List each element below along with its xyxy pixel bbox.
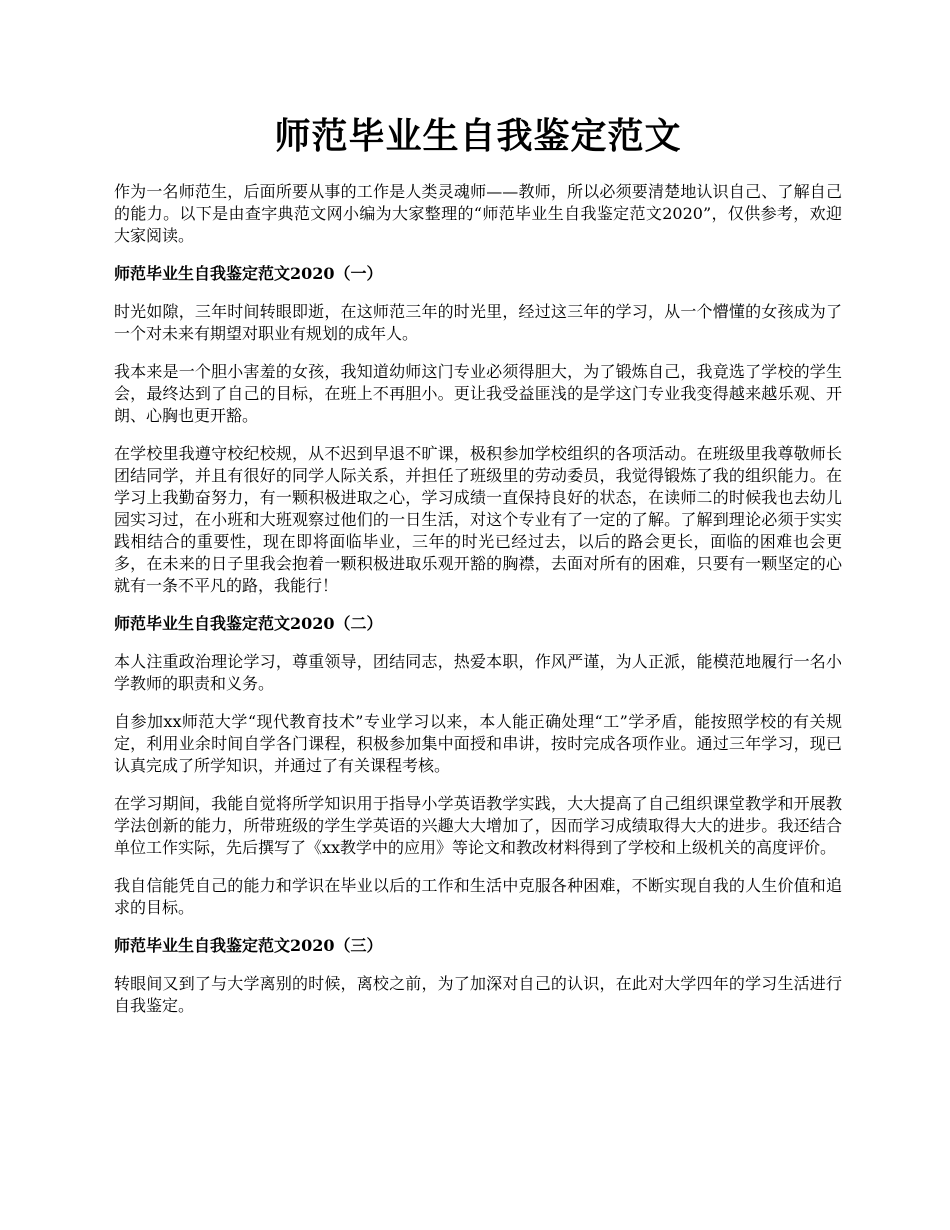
- section-heading: 师范毕业生自我鉴定范文2020（二）: [114, 614, 383, 633]
- body-paragraph: 在学习期间，我能自觉将所学知识用于指导小学英语教学实践，大大提高了自己组织课堂教学和开展教学法创新的能力，所带班级的学生学英语的兴趣大大增加了，因而学习成绩取得大大的进步。我还结合单位工作实际，先后撰写了《xx教学中的应用》等论文和教改材料得到了学校和上级机关的高度评价。: [114, 794, 842, 857]
- section-3: [114, 935, 842, 1017]
- body-paragraph: 时光如隙，三年时间转眼即逝，在这师范三年的时光里，经过这三年的学习，从一个懵懂的女孩成为了一个对未来有期望对职业有规划的成年人。: [114, 302, 842, 343]
- document-body: [114, 181, 842, 1033]
- body-paragraph: 本人注重政治理论学习，尊重领导，团结同志，热爱本职，作风严谨，为人正派，能模范地履行一名小学教师的职责和义务。: [114, 652, 842, 693]
- body-paragraph: 自参加xx师范大学“现代教育技术”专业学习以来，本人能正确处理“工”学矛盾，能按照学校的有关规定，利用业余时间自学各门课程，积极参加集中面授和串讲，按时完成各项作业。通过三年学习，现已认真完成了所学知识，并通过了有关课程考核。: [114, 712, 842, 775]
- section-2: [114, 613, 842, 919]
- intro-paragraph: 作为一名师范生，后面所要从事的工作是人类灵魂师——教师，所以必须要清楚地认识自己、了解自己的能力。以下是由查字典范文网小编为大家整理的“师范毕业生自我鉴定范文2020”，仅供参考，欢迎大家阅读。: [114, 182, 842, 245]
- section-1: [114, 263, 842, 597]
- document-title: 师范毕业生自我鉴定范文: [274, 115, 682, 157]
- body-paragraph: 我自信能凭自己的能力和学识在毕业以后的工作和生活中克服各种困难，不断实现自我的人生价值和追求的目标。: [114, 876, 842, 917]
- body-paragraph: 我本来是一个胆小害羞的女孩，我知道幼师这门专业必须得胆大，为了锻炼自己，我竟选了学校的学生会，最终达到了自己的目标，在班上不再胆小。更让我受益匪浅的是学这门专业我变得越来越乐观、开朗、心胸也更开豁。: [114, 362, 842, 425]
- section-heading: 师范毕业生自我鉴定范文2020（一）: [114, 264, 383, 283]
- body-paragraph: 转眼间又到了与大学离别的时候，离校之前，为了加深对自己的认识，在此对大学四年的学习生活进行自我鉴定。: [114, 974, 842, 1015]
- section-heading: 师范毕业生自我鉴定范文2020（三）: [114, 936, 383, 955]
- body-paragraph: 在学校里我遵守校纪校规，从不迟到早退不旷课，极积参加学校组织的各项活动。在班级里我尊敬师长团结同学，并且有很好的同学人际关系，并担任了班级里的劳动委员，我觉得锻炼了我的组织能力。在学习上我勤奋努力，有一颗积极进取之心，学习成绩一直保持良好的状态，在读师二的时候我也去幼儿园实习过，在小班和大班观察过他们的一日生活，对这个专业有了一定的了解。了解到理论必须于实实践相结合的重要性，现在即将面临毕业，三年的时光已经过去，以后的路会更长，面临的困难也会更多，在未来的日子里我会抱着一颗积极进取乐观开豁的胸襟，去面对所有的困难，只要有一颗坚定的心就有一条不平凡的路，我能行！: [114, 444, 842, 595]
